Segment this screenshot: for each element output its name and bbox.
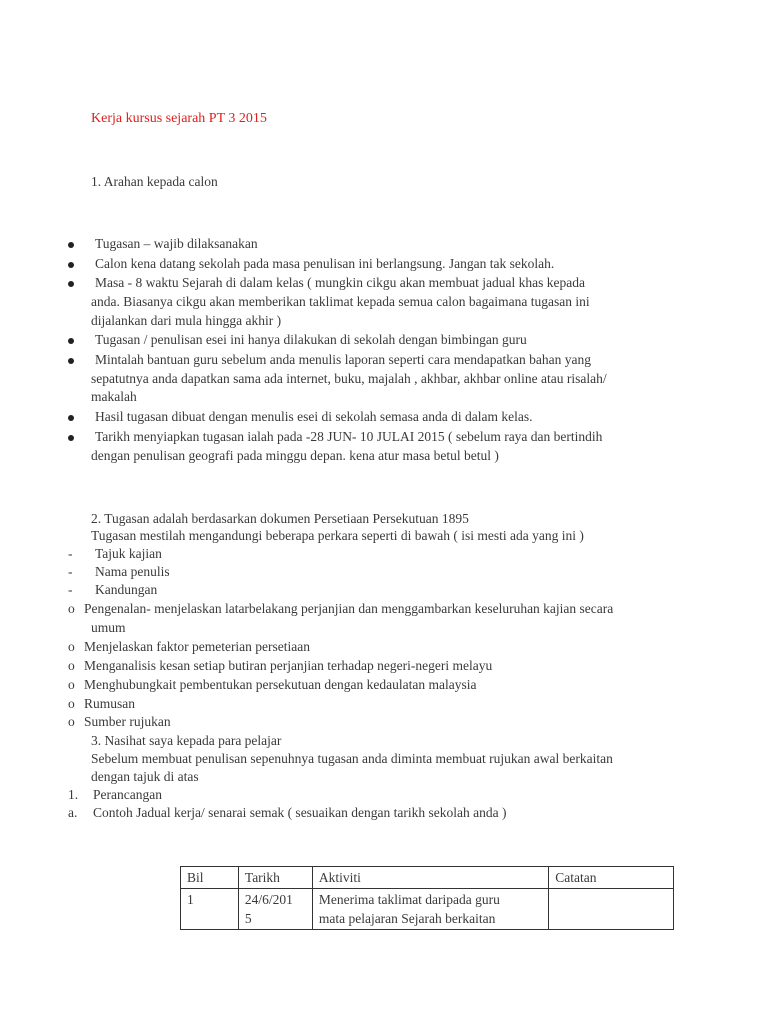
section-3-heading: 3. Nasihat saya kepada para pelajar	[91, 733, 282, 748]
list-item: Rumusan	[84, 696, 136, 711]
circle-marker: o	[68, 639, 75, 654]
circle-marker: o	[68, 601, 75, 616]
list-item: Sumber rujukan	[84, 714, 171, 729]
section-3-intro: Sebelum membuat penulisan sepenuhnya tugasan anda diminta membuat rujukan awal berkaitan	[91, 751, 613, 766]
list-item: Tarikh menyiapkan tugasan ialah pada -28 JUN- 10 JULAI 2015 ( sebelum raya dan bertindih	[95, 429, 603, 444]
circle-marker: o	[68, 658, 75, 673]
header-cell-bil: Bil	[181, 867, 239, 889]
cell-tarikh-line: 5	[244, 911, 252, 926]
cell-catatan	[549, 889, 674, 930]
list-item: Mintalah bantuan guru sebelum anda menulis laporan seperti cara mendapatkan bahan yang	[95, 352, 591, 367]
bullet-icon	[68, 415, 74, 421]
list-item: Hasil tugasan dibuat dengan menulis esei di sekolah semasa anda di dalam kelas.	[95, 409, 533, 424]
list-item: Tajuk kajian	[95, 546, 162, 561]
lettered-marker: a.	[68, 805, 78, 820]
list-item: Tugasan – wajib dilaksanakan	[95, 236, 258, 251]
cell-aktiviti-line: Menerima taklimat daripada guru	[318, 892, 500, 907]
bullet-icon	[68, 435, 74, 441]
cell-tarikh	[238, 889, 312, 930]
dash-marker: -	[68, 546, 73, 561]
list-item-continuation: umum	[91, 620, 126, 635]
list-item-continuation: makalah	[91, 389, 137, 404]
list-item: Pengenalan- menjelaskan latarbelakang perjanjian dan menggambarkan keseluruhan kajian secara	[84, 601, 614, 616]
cell-aktiviti-line: mata pelajaran Sejarah berkaitan	[318, 911, 496, 926]
header-cell-catatan: Catatan	[549, 867, 674, 889]
table-row	[181, 889, 674, 930]
dash-marker: -	[68, 564, 73, 579]
list-item: Tugasan / penulisan esei ini hanya dilakukan di sekolah dengan bimbingan guru	[95, 332, 527, 347]
numbered-item: Perancangan	[93, 787, 162, 802]
list-item-continuation: dijalankan dari mula hingga akhir )	[91, 313, 282, 328]
section-2-intro: Tugasan mestilah mengandungi beberapa perkara seperti di bawah ( isi mesti ada yang ini )	[91, 528, 584, 543]
cell-tarikh-line: 24/6/201	[244, 892, 293, 907]
bullet-icon	[68, 358, 74, 364]
section-2-heading: 2. Tugasan adalah berdasarkan dokumen Persetiaan Persekutuan 1895	[91, 511, 469, 526]
header-cell-tarikh: Tarikh	[238, 867, 312, 889]
section-1-heading: 1. Arahan kepada calon	[91, 174, 218, 189]
table-header-row	[181, 867, 674, 889]
list-item: Masa - 8 waktu Sejarah di dalam kelas ( mungkin cikgu akan membuat jadual khas kepada	[95, 275, 585, 290]
section-3-intro-continuation: dengan tajuk di atas	[91, 769, 199, 784]
circle-marker: o	[68, 714, 75, 729]
cell-aktiviti	[312, 889, 548, 930]
bullet-icon	[68, 262, 74, 268]
list-item-continuation: sepatutnya anda dapatkan sama ada internet, buku, majalah , akhbar, akhbar online atau risalah/	[91, 371, 607, 386]
list-item: Menganalisis kesan setiap butiran perjanjian terhadap negeri-negeri melayu	[84, 658, 493, 673]
bullet-icon	[68, 281, 74, 287]
list-item-continuation: anda. Biasanya cikgu akan memberikan taklimat kepada semua calon bagaimana tugasan ini	[91, 294, 590, 309]
lettered-item: Contoh Jadual kerja/ senarai semak ( sesuaikan dengan tarikh sekolah anda )	[93, 805, 507, 820]
numbered-marker: 1.	[68, 787, 79, 802]
cell-bil: 1	[181, 889, 239, 930]
bullet-icon	[68, 338, 74, 344]
dash-marker: -	[68, 582, 73, 597]
list-item: Nama penulis	[95, 564, 170, 579]
circle-marker: o	[68, 696, 75, 711]
list-item: Kandungan	[95, 582, 158, 597]
list-item: Calon kena datang sekolah pada masa penulisan ini berlangsung. Jangan tak sekolah.	[95, 256, 555, 271]
header-cell-aktiviti: Aktiviti	[312, 867, 548, 889]
circle-marker: o	[68, 677, 75, 692]
list-item: Menjelaskan faktor pemeterian persetiaan	[84, 639, 311, 654]
document-title: Kerja kursus sejarah PT 3 2015	[91, 111, 267, 126]
work-schedule-table	[180, 866, 674, 930]
list-item-continuation: dengan penulisan geografi pada minggu depan. kena atur masa betul betul )	[91, 448, 499, 463]
bullet-icon	[68, 242, 74, 248]
list-item: Menghubungkait pembentukan persekutuan dengan kedaulatan malaysia	[84, 677, 477, 692]
